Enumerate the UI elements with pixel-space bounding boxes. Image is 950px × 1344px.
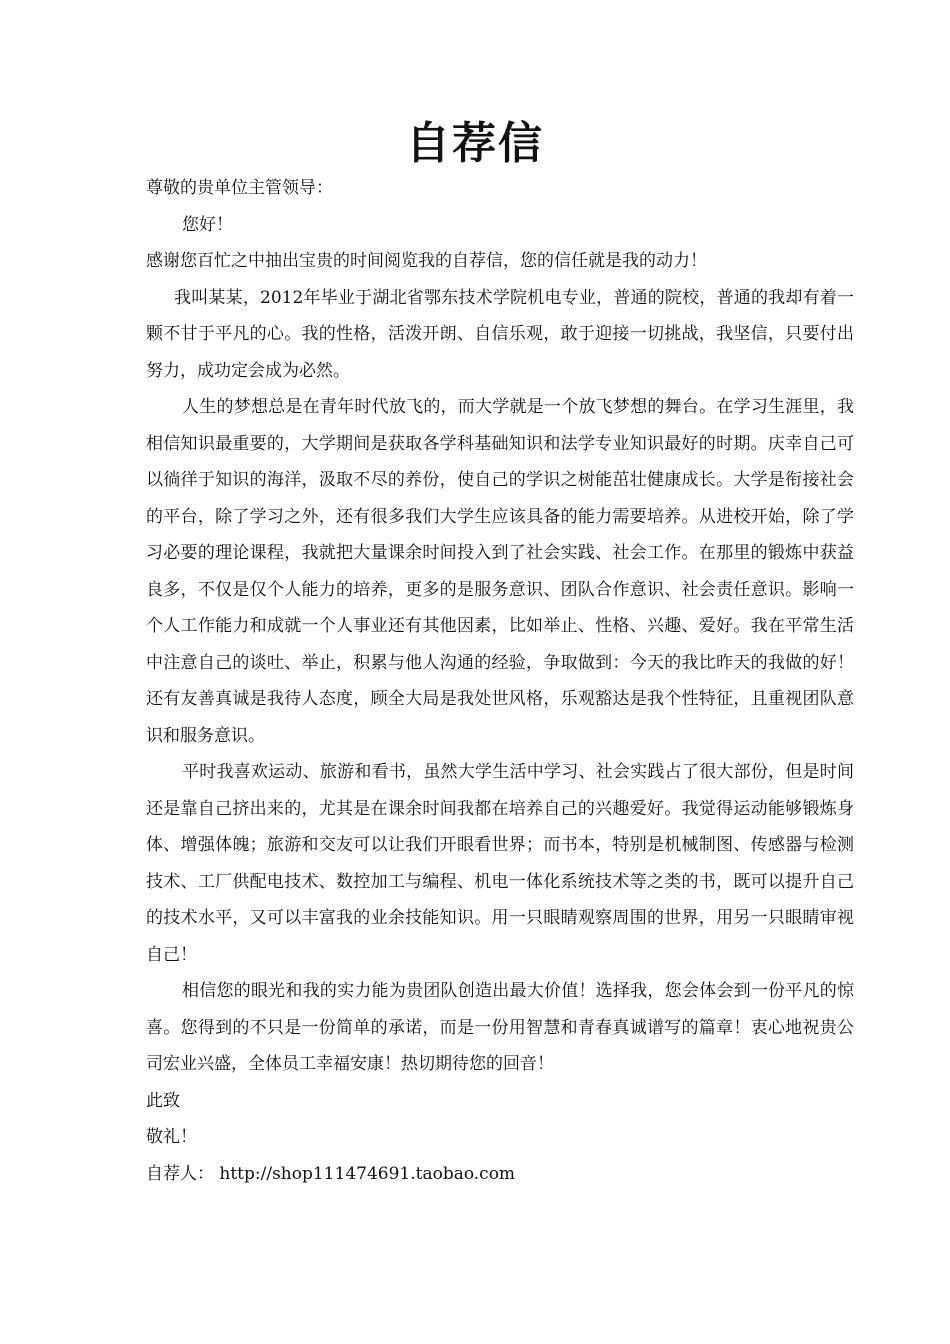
paragraph-college: 人生的梦想总是在青年时代放飞的，而大学就是一个放飞梦想的舞台。在学习生涯里，我相信知识最重要的，大学期间是获取各学科基础知识和法学专业知识最好的时期。庆幸自己可以徜徉于知识的海洋，汲取不尽的养份，使自己的学识之树能茁壮健康成长。大学是衔接社会的平台，除了学习之外，还有很多我们大学生应该具备的能力需要培养。从进校开始，除了学习必要的理论课程，我就把大量课余时间投入到了社会实践、社会工作。在那里的锻炼中获益良多，不仅是仅个人能力的培养，更多的是服务意识、团队合作意识、社会责任意识。影响一个人工作能力和成就一个人事业还有其他因素，比如举止、性格、兴趣、爱好。我在平常生活中注意自己的谈吐、举止，积累与他人沟通的经验，争取做到：今天的我比昨天的我做的好！还有友善真诚是我待人态度，顾全大局是我处世风格，乐观豁达是我个性特征，且重视团队意识和服务意识。 [146, 397, 854, 746]
page-title: 自荐信 [406, 118, 544, 169]
signature-line: 自荐人： http://shop111474691.taobao.com [146, 1163, 516, 1184]
letter-body [146, 170, 854, 1192]
closing-jingli: 敬礼！ [146, 1127, 197, 1147]
paragraph-intro: 我叫某某，2012年毕业于湖北省鄂东技术学院机电专业，普通的院校，普通的我却有着一颗不甘于平凡的心。我的性格，活泼开朗、自信乐观，敢于迎接一切挑战，我坚信，只要付出努力，成功定会成为必然。 [146, 287, 854, 381]
paragraph-hobbies: 平时我喜欢运动、旅游和看书，虽然大学生活中学习、社会实践占了很大部份，但是时间还是靠自己挤出来的，尤其是在课余时间我都在培养自己的兴趣爱好。我觉得运动能够锻炼身体、增强体魄；旅游和交友可以让我们开眼看世界；而书本，特别是机械制图、传感器与检测技术、工厂供配电技术、数控加工与编程、机电一体化系统技术等之类的书，既可以提升自己的技术水平，又可以丰富我的业余技能知识。用一只眼睛观察周围的世界，用另一只眼睛审视自己！ [146, 762, 854, 965]
thanks-line: 感谢您百忙之中抽出宝贵的时间阅览我的自荐信，您的信任就是我的动力！ [146, 251, 707, 271]
salutation: 尊敬的贵单位主管领导： [146, 178, 333, 198]
paragraph-closing: 相信您的眼光和我的实力能为贵团队创造出最大价值！选择我，您会体会到一份平凡的惊喜。您得到的不只是一份简单的承诺，而是一份用智慧和青春真诚谱写的篇章！衷心地祝贵公司宏业兴盛，全体员工幸福安康！热切期待您的回音！ [146, 981, 854, 1074]
closing-cizhi: 此致 [146, 1090, 180, 1111]
greeting: 您好！ [182, 214, 233, 235]
